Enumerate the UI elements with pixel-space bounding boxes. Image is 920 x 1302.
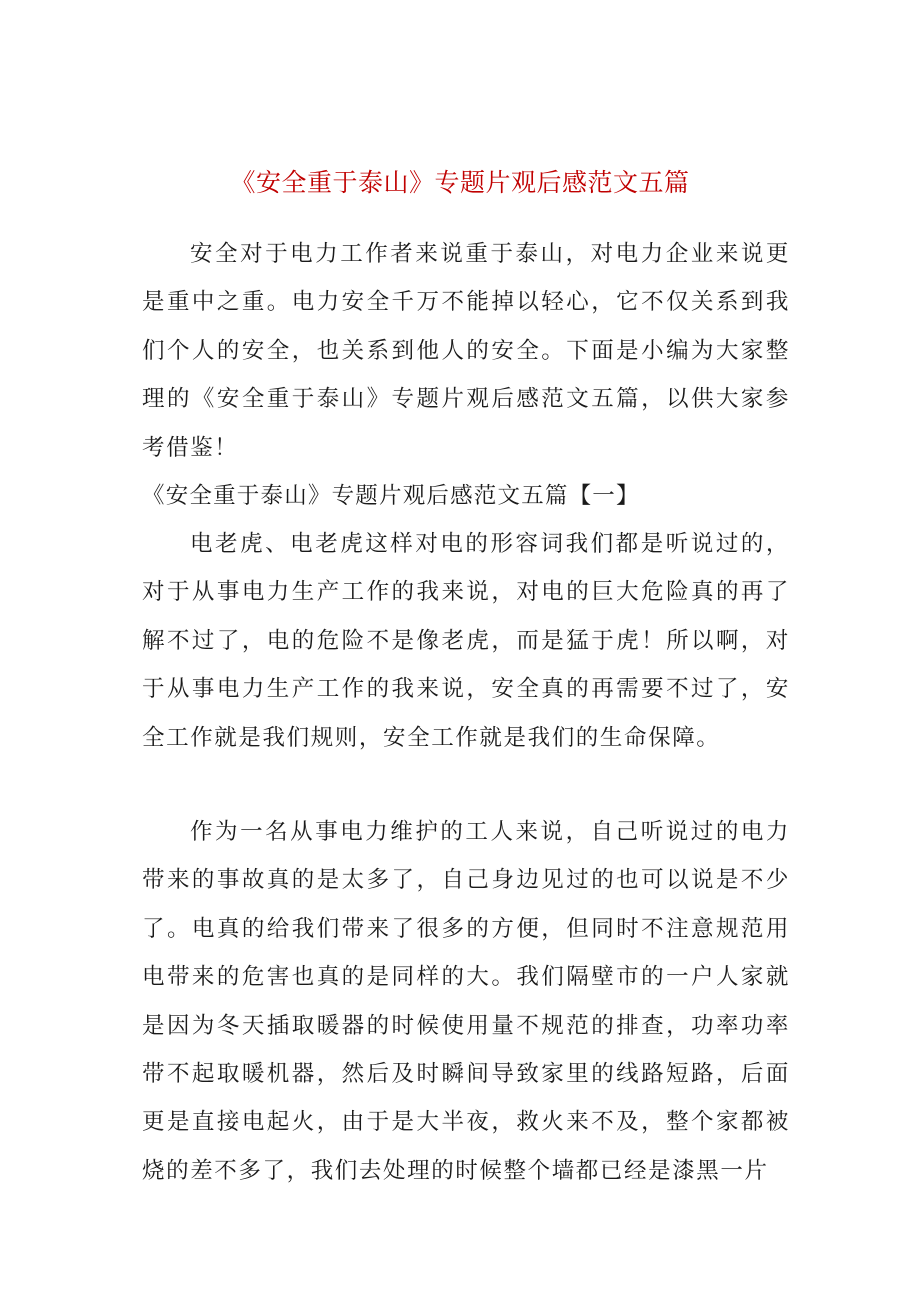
intro-paragraph: 安全对于电力工作者来说重于泰山，对电力企业来说更是重中之重。电力安全千万不能掉以轻心，它不仅关系到我们个人的安全，也关系到他人的安全。下面是小编为大家整理的《安全重于泰山》专题片观后感范文五篇，以供大家参考借鉴！ <box>142 241 790 461</box>
document-title: 《安全重于泰山》专题片观后感范文五篇 <box>230 168 690 197</box>
body-paragraph: 电老虎、电老虎这样对电的形容词我们都是听说过的，对于从事电力生产工作的我来说，对电的巨大危险真的再了解不过了，电的危险不是像老虎，而是猛于虎！所以啊，对于从事电力生产工作的我来说，安全真的再需要不过了，安全工作就是我们规则，安全工作就是我们的生命保障。 <box>142 531 790 751</box>
body-paragraph: 作为一名从事电力维护的工人来说，自己听说过的电力带来的事故真的是太多了，自己身边见过的也可以说是不少了。电真的给我们带来了很多的方便，但同时不注意规范用电带来的危害也真的是同样的大。我们隔壁市的一户人家就是因为冬天插取暖器的时候使用量不规范的排查，功率功率带不起取暖机器，然后及时瞬间导致家里的线路短路，后面更是直接电起火，由于是大半夜，救火来不及，整个家都被烧的差不多了，我们去处理的时候整个墙都已经是漆黑一片 <box>142 819 790 1184</box>
section-heading: 《安全重于泰山》专题片观后感范文五篇【一】 <box>142 483 640 509</box>
